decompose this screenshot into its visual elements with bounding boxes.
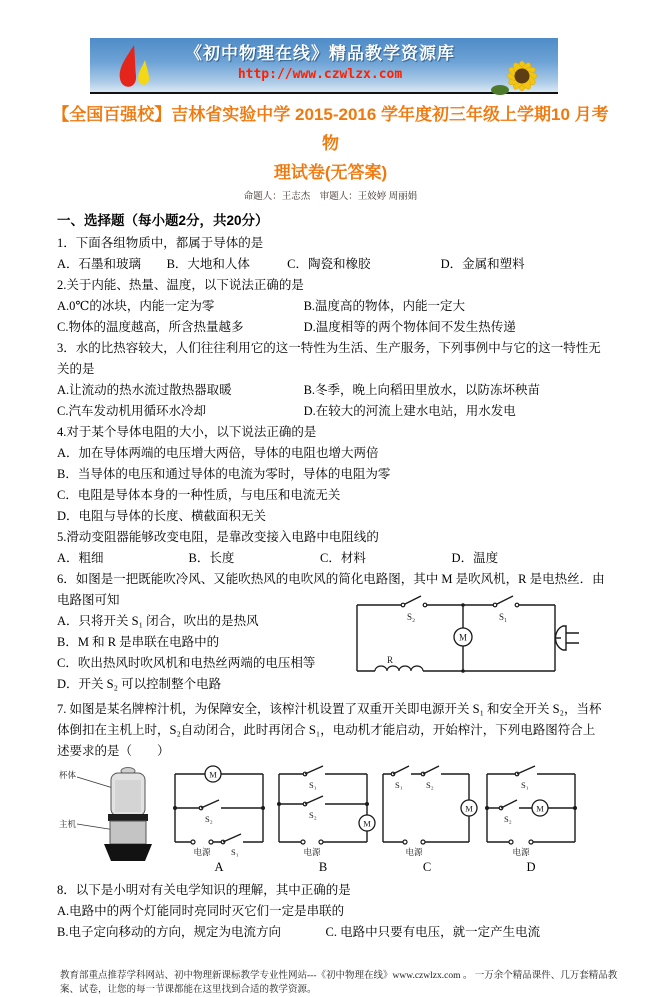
juicer-image: [57, 764, 167, 864]
q4-option-d: D．电阻与导体的长度、横截面积无关: [57, 509, 267, 523]
q3-option-d: D.在较大的河流上建水电站，用水发电: [303, 404, 516, 418]
q7-circuit-c: [375, 764, 479, 874]
q4-option-c: C．电阻是导体本身的一种性质，与电压和电流无关: [57, 488, 341, 502]
q7-circuit-a: [167, 764, 271, 874]
q5-option-d: D．温度: [451, 551, 499, 565]
q3-stem: 3．水的比热容较大，人们往往利用它的这一特性为生活、生产服务，下列事例中与它的这一特性无关的是: [57, 341, 601, 376]
page-title: [48, 100, 613, 187]
svg-text:S₁: S₁: [395, 780, 403, 790]
q7-figures: [57, 764, 605, 874]
svg-text:电源: 电源: [512, 847, 530, 857]
q6-option-c: C．吹出热风时吹风机和电热丝两端的电压相等: [57, 656, 316, 670]
site-banner: [90, 38, 558, 94]
q7-circuit-b-letter: B: [318, 860, 328, 874]
svg-text:M: M: [465, 803, 473, 814]
q8-stem: 8．以下是小明对有关电学知识的理解，其中正确的是: [57, 883, 351, 897]
q1-option-b: B．大地和人体: [166, 257, 250, 271]
q2-option-b: B.温度高的物体，内能一定大: [303, 299, 466, 313]
q6-option-a: A．只将开关 S₁ 闭合，吹出的是热风: [57, 614, 259, 628]
question-7: [57, 699, 605, 874]
q1-stem: 1．下面各组物质中，都属于导体的是: [57, 236, 264, 250]
q4-option-b: B．当导体的电压和通过导体的电流为零时，导体的电阻为零: [57, 467, 391, 481]
banner-site-title: 《初中物理在线》精品教学资源库: [185, 44, 455, 63]
question-4: [57, 422, 605, 527]
svg-text:M: M: [536, 803, 544, 814]
site-logo-icon: [112, 44, 156, 90]
q5-option-c: C．材料: [320, 551, 366, 565]
q5-stem: 5.滑动变阻器能够改变电阻，是靠改变接入电路中电阻线的: [57, 530, 379, 544]
q6-resistor-label: R: [387, 655, 394, 665]
q6-motor-label: M: [458, 632, 468, 643]
q2-option-c: C.物体的温度越高，所含热量越多: [57, 320, 244, 334]
svg-text:S₂: S₂: [426, 780, 434, 790]
question-6: [57, 569, 605, 699]
q3-option-a: A.让流动的热水流过散热器取暖: [57, 383, 232, 397]
q1-option-d: D．金属和塑料: [440, 257, 525, 271]
q3-option-b: B.冬季，晚上向稻田里放水，以防冻坏秧苗: [303, 383, 541, 397]
exam-body: [57, 210, 605, 943]
section-heading: 一、选择题（每小题2分，共20分）: [57, 213, 269, 228]
q6-switch-s2-label: S₂: [407, 612, 416, 622]
question-2: [57, 275, 605, 338]
q6-option-b: B．M 和 R 是串联在电路中的: [57, 635, 220, 649]
q6-switch-s1-label: S₁: [499, 612, 508, 622]
svg-text:M: M: [363, 818, 371, 829]
question-1: [57, 233, 605, 275]
svg-text:电源: 电源: [405, 847, 423, 857]
svg-text:M: M: [209, 769, 217, 780]
q2-stem: 2.关于内能、热量、温度，以下说法正确的是: [57, 278, 304, 292]
q5-option-b: B．长度: [188, 551, 235, 565]
q3-option-c: C.汽车发动机用循环水冷却: [57, 404, 206, 418]
q2-option-a: A.0℃的冰块，内能一定为零: [57, 299, 215, 313]
svg-text:S₂: S₂: [309, 810, 317, 820]
banner-site-url: http://www.czwlzx.com: [237, 67, 403, 82]
svg-text:S₂: S₂: [205, 814, 213, 824]
juicer-base-label: 主机: [59, 819, 77, 829]
page-footer: 教育部重点推荐学科网站、初中物理新课标教学专业性网站---《初中物理在线》www.czwlzx.com 。 一万余个精品课件、几万套精品教案、试卷，让您的每一节课都能在这里找到合适的教学资源。: [60, 971, 618, 995]
question-5: [57, 527, 605, 569]
question-3: [57, 338, 605, 422]
q7-circuit-a-letter: A: [214, 860, 224, 874]
question-8: [57, 880, 605, 943]
juicer-cup-label: 杯体: [59, 770, 77, 780]
q6-option-d: D．开关 S₂ 可以控制整个电路: [57, 677, 222, 691]
q5-option-a: A．粗细: [57, 551, 104, 565]
svg-text:电源: 电源: [193, 847, 211, 857]
q8-option-b: B.电子定向移动的方向，规定为电流方向: [57, 925, 281, 939]
svg-text:电源: 电源: [303, 847, 321, 857]
svg-text:S₁: S₁: [231, 847, 239, 857]
q7-stem: 7. 如图是某名牌榨汁机，为保障安全，该榨汁机设置了双重开关即电源开关 S₁ 和安全开关 S₂，当杯体倒扣在主机上时，S₂自动闭合，此时再闭合 S₁，电动机才能启动，开始榨汁，下列电路图符合上述要求的是（ ）: [57, 702, 602, 758]
q7-circuit-d: [479, 764, 583, 874]
q7-circuit-c-letter: C: [422, 860, 432, 874]
byline: 命题人：王志杰 审题人：王姣婷 周丽娟: [243, 192, 418, 202]
q8-option-a: A.电路中的两个灯能同时亮同时灭它们一定是串联的: [57, 904, 345, 918]
banner-text: [170, 42, 470, 84]
q8-option-c: C. 电路中只要有电压，就一定产生电流: [325, 925, 541, 939]
q1-option-a: A．石墨和玻璃: [57, 257, 142, 271]
svg-text:S₁: S₁: [521, 780, 529, 790]
q4-stem: 4.对于某个导体电阻的大小，以下说法正确的是: [57, 425, 317, 439]
sunflower-icon: [492, 50, 544, 96]
q6-stem: 6．如图是一把既能吹冷风、又能吹热风的电吹风的简化电路图，其中 M 是吹风机，R 是电热丝．由电路图可知: [57, 572, 605, 607]
svg-text:S₂: S₂: [504, 814, 512, 824]
q4-option-a: A．加在导体两端的电压增大两倍，导体的电阻也增大两倍: [57, 446, 379, 460]
q7-circuit-d-letter: D: [526, 860, 536, 874]
q1-option-c: C．陶瓷和橡胶: [287, 257, 371, 271]
q2-option-d: D.温度相等的两个物体间不发生热传递: [303, 320, 516, 334]
q7-circuit-b: [271, 764, 375, 874]
page-title-line2: 理试卷(无答案): [273, 163, 388, 182]
hair-dryer-circuit-diagram: [345, 593, 591, 681]
svg-text:S₁: S₁: [309, 780, 317, 790]
page-title-line1: 【全国百强校】吉林省实验中学 2015-2016 学年度初三年级上学期10 月考物: [52, 105, 609, 153]
